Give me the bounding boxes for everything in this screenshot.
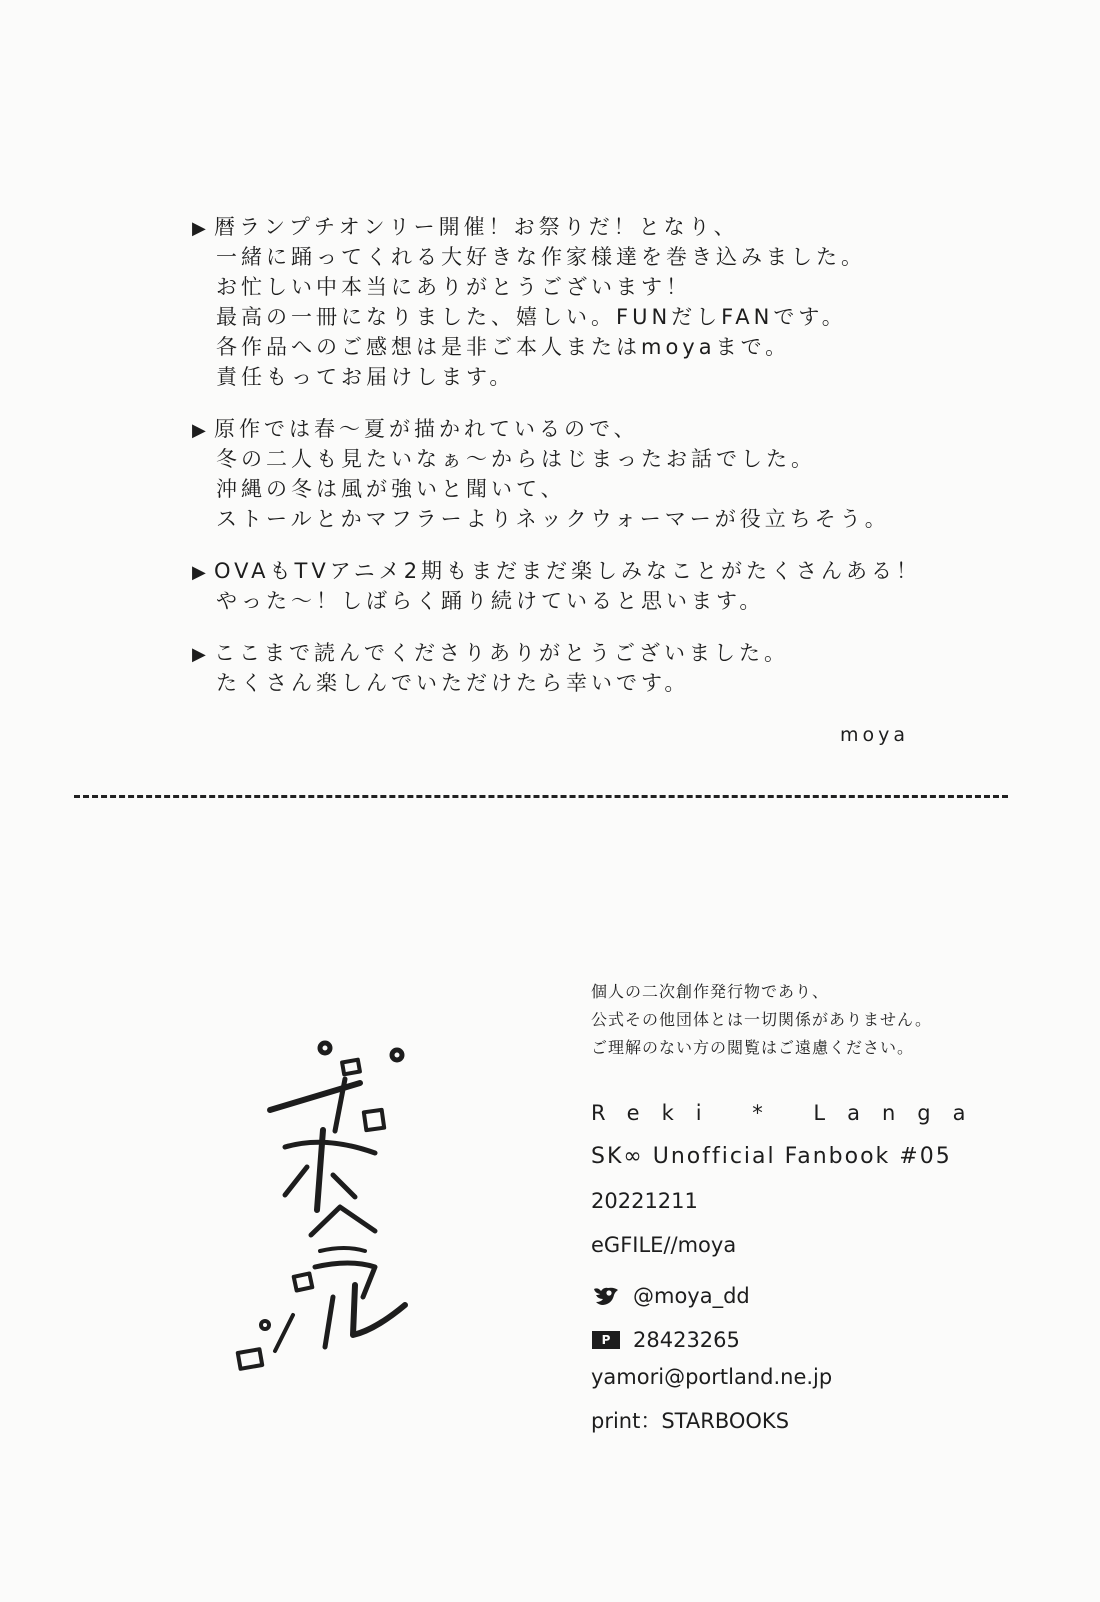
- afterword-line: ストールとかマフラーよりネックウォーマーが役立ちそう。: [216, 507, 890, 531]
- afterword-line: 原作では春～夏が描かれているので、: [214, 417, 639, 441]
- bullet-icon: ▶: [192, 644, 206, 665]
- pixiv-icon-letter: P: [592, 1331, 620, 1349]
- printer: print：STARBOOKS: [591, 1409, 790, 1433]
- disclaimer-line: 個人の二次創作発行物であり、: [591, 982, 830, 1001]
- afterword-line: たくさん楽しんでいただけたら幸いです。: [216, 671, 690, 695]
- book-series: SK∞ Unofficial Fanbook #05: [591, 1144, 952, 1169]
- bullet-icon: ▶: [192, 218, 206, 239]
- disclaimer-line: 公式その他団体とは一切関係がありません。: [591, 1010, 932, 1029]
- pixiv-row: [591, 1318, 1021, 1362]
- disclaimer-line: ご理解のない方の閲覧はご遠慮ください。: [591, 1038, 915, 1057]
- pixiv-id: 28423265: [633, 1328, 740, 1352]
- author-signature: moya: [840, 724, 910, 746]
- afterword-line: 一緒に踊ってくれる大好きな作家様達を巻き込みました。: [216, 245, 866, 269]
- bird-icon: [591, 1285, 621, 1307]
- bullet-icon: ▶: [192, 420, 206, 441]
- handwritten-logo: [225, 1035, 415, 1385]
- afterword-line: OVAもTVアニメ2期もまだまだ楽しみなことがたくさんある！: [214, 559, 922, 583]
- afterword-paragraph-3: [192, 556, 932, 616]
- afterword-line: 各作品へのご感想は是非ご本人またはmoyaまで。: [216, 335, 791, 359]
- afterword-line: ここまで読んでくださりありがとうございました。: [214, 641, 789, 665]
- afterword-line: 責任もってお届けします。: [216, 365, 515, 389]
- dashed-divider: [74, 795, 1008, 798]
- colophon: [591, 1098, 1021, 1450]
- afterword-line: 暦ランプチオンリー開催！お祭りだ！となり、: [214, 215, 739, 239]
- twitter-row: [591, 1274, 1021, 1318]
- afterword-paragraph-2: [192, 414, 932, 534]
- book-title: Reki * Langa: [591, 1101, 988, 1125]
- email-address: yamori@portland.ne.jp: [591, 1365, 833, 1389]
- twitter-handle: @moya_dd: [633, 1284, 750, 1308]
- publish-date: 20221211: [591, 1189, 698, 1213]
- afterword-paragraph-4: [192, 638, 932, 698]
- afterword-line: お忙しい中本当にありがとうございます！: [216, 275, 691, 299]
- circle-name: eGFILE//moya: [591, 1233, 737, 1257]
- afterword: [192, 212, 932, 720]
- disclaimer: [591, 978, 1011, 1062]
- pixiv-icon: [591, 1329, 621, 1351]
- afterword-line: 沖縄の冬は風が強いと聞いて、: [216, 477, 566, 501]
- afterword-paragraph-1: [192, 212, 932, 392]
- afterword-line: 最高の一冊になりました、嬉しい。FUNだしFANです。: [216, 305, 847, 329]
- afterword-line: やった～！しばらく踊り続けていると思います。: [216, 589, 765, 613]
- bullet-icon: ▶: [192, 562, 206, 583]
- afterword-line: 冬の二人も見たいなぁ～からはじまったお話でした。: [216, 447, 816, 471]
